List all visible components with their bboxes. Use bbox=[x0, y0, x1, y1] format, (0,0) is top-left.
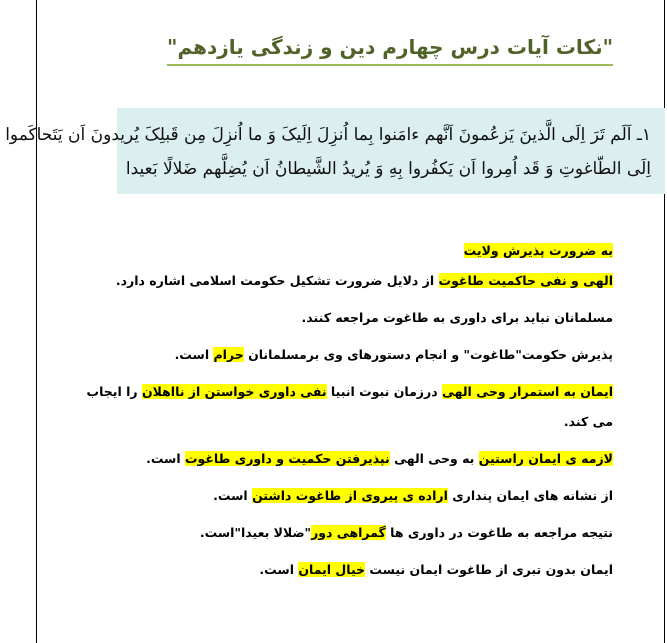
highlight: اراده ی پیروی از طاغوت داشتن bbox=[252, 488, 448, 503]
point-text: درزمان نبوت انبیا bbox=[326, 384, 442, 399]
point-text: می کند. bbox=[563, 414, 613, 429]
highlight: نپذیرفتن حکمیت و داوری طاغوت bbox=[185, 451, 390, 466]
point-text: نتیجه مراجعه به طاغوت در داوری ها bbox=[385, 525, 613, 540]
highlight: به ضرورت پذیرش ولایت bbox=[463, 243, 613, 258]
highlight: لازمه ی ایمان راستین bbox=[478, 451, 613, 466]
point-text: را ایجاب bbox=[86, 384, 142, 399]
point-7 bbox=[53, 518, 613, 548]
highlight: الهی و نفی حاکمیت طاغوت bbox=[438, 273, 613, 288]
point-text: "ضلالا بعیدا"است. bbox=[199, 525, 312, 540]
point-text: ایمان بدون تبری از طاغوت ایمان نیست bbox=[365, 562, 613, 577]
point-4-line-2 bbox=[53, 407, 613, 437]
point-text: پذیرش حکومت"طاغوت" و انجام دستورهای وی برمسلمانان bbox=[243, 347, 613, 362]
point-2 bbox=[53, 303, 613, 333]
point-text: است. bbox=[174, 347, 214, 362]
verse-line-1: ۱ـ اَلَم تَرَ اِلَی الَّذینَ یَزعُمونَ اَنَّهم ءامَنوا بِما اُنزِلَ اِلَیکَ وَ ما اُنزِلَ مِن قَبلِکَ یُریدونَ اَن یَتَحاکَموا bbox=[5, 125, 651, 145]
point-text: به وحی الهی bbox=[389, 451, 479, 466]
points-section bbox=[53, 236, 613, 592]
point-6 bbox=[53, 481, 613, 511]
point-4-line-1 bbox=[53, 377, 613, 407]
point-text: است. bbox=[259, 562, 299, 577]
point-text: از نشانه های ایمان پنداری bbox=[447, 488, 613, 503]
highlight: نفی داوری خواستن از نااهلان bbox=[141, 384, 327, 399]
point-5 bbox=[53, 444, 613, 474]
point-text: است. bbox=[213, 488, 253, 503]
point-8 bbox=[53, 555, 613, 585]
highlight: گمراهی دور bbox=[311, 525, 386, 540]
highlight: خیال ایمان bbox=[298, 562, 366, 577]
point-3 bbox=[53, 340, 613, 370]
highlight: حرام bbox=[213, 347, 244, 362]
point-text: است. bbox=[146, 451, 185, 466]
verse-line-2: اِلَی الطّاغوتِ وَ قَد اُمِروا اَن یَکفُروا بِهِ وَ یُریدُ الشَّیطانُ اَن یُضِلَّهم ضَلالًا بَعیدا bbox=[125, 159, 651, 179]
verse-box bbox=[5, 108, 665, 194]
highlight: ایمان به استمرار وحی الهی bbox=[441, 384, 613, 399]
point-1-line-2 bbox=[53, 266, 613, 296]
title-container bbox=[167, 32, 613, 66]
point-text: مسلمانان نباید برای داوری به طاغوت مراجعه کنند. bbox=[301, 310, 613, 325]
point-text: از دلایل ضرورت تشکیل حکومت اسلامی اشاره دارد. bbox=[115, 273, 439, 288]
point-1-line-1 bbox=[53, 236, 613, 266]
document-title: "نکات آیات درس چهارم دین و زندگی یازدهم" bbox=[167, 32, 613, 66]
